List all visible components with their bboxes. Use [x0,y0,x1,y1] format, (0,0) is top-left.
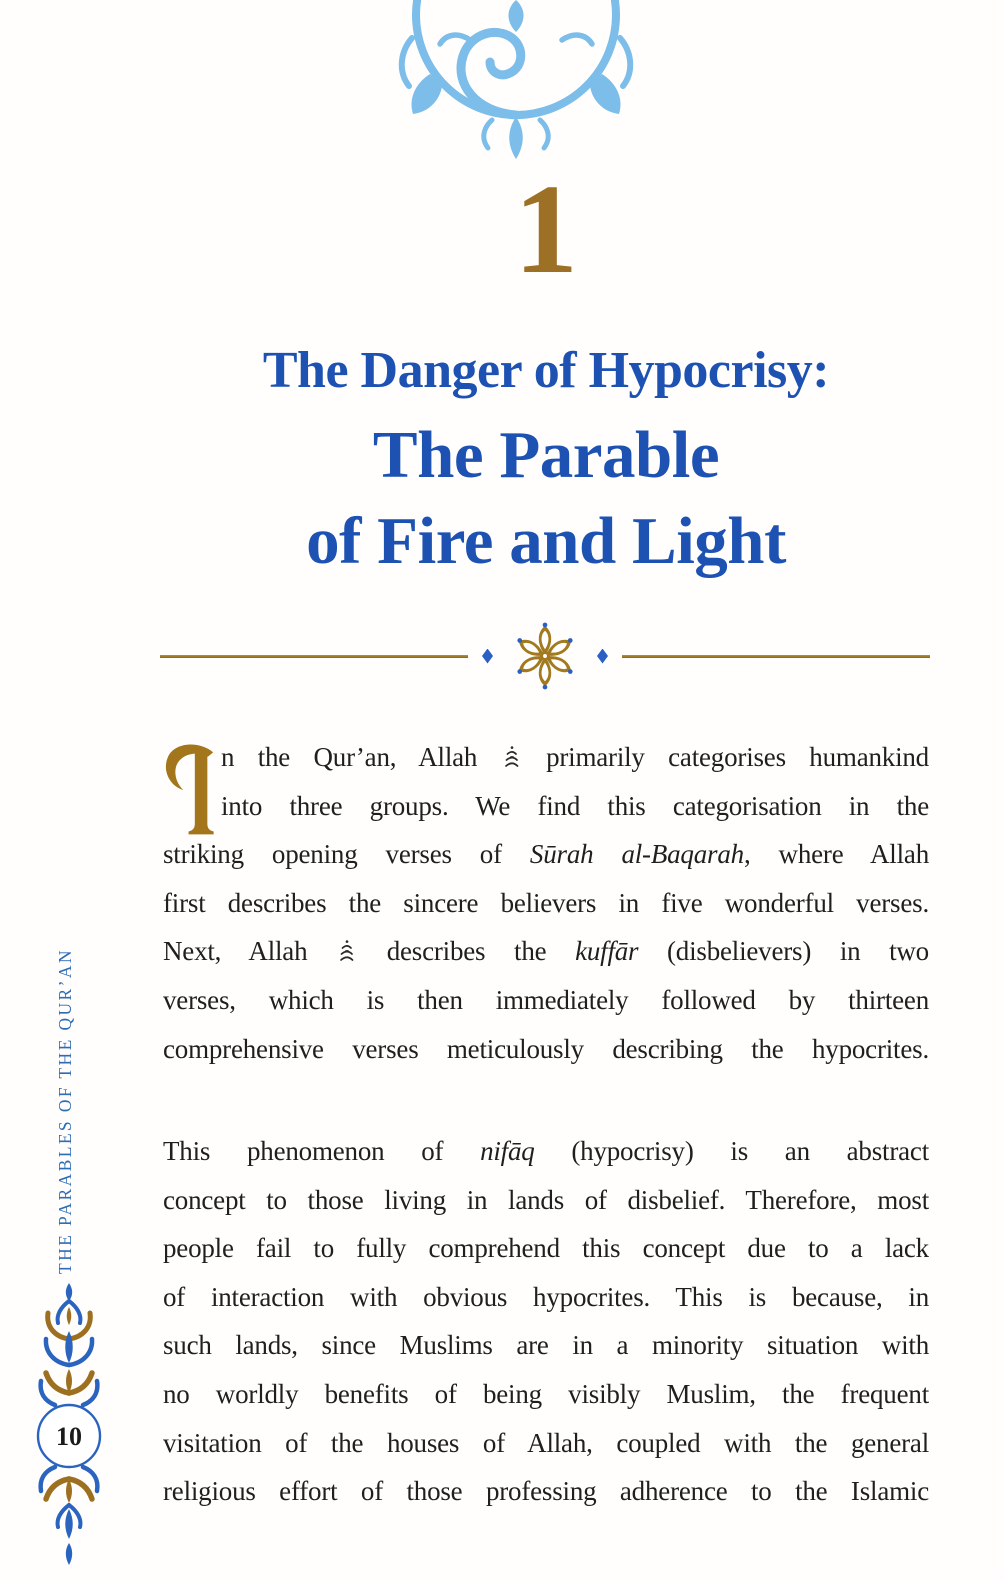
divider-rule-right [622,655,930,658]
body-text-line: of interaction with obvious hypocrites. This is because, in [163,1281,929,1312]
body-text-line: first describes the sincere believers in five wonderful verses. [163,887,929,918]
body-text-line: into three groups. We find this categorisation in the [221,790,929,821]
sidebar-book-title: THE PARABLES OF THE QUR’AN [55,948,75,1274]
blue-diamond-icon [597,649,608,664]
body-paragraph [163,733,929,1073]
body-text-line: religious effort of those professing adherence to the Islamic [163,1476,929,1507]
body-text-line: such lands, since Muslims are in a minority situation with [163,1330,929,1361]
top-arabesque-ornament-icon [366,0,666,165]
body-text-line: concept to those living in lands of disbelief. Therefore, most [163,1184,929,1215]
body-text-line: people fail to fully comprehend this concept due to a lack [163,1233,929,1264]
body-text-line: visitation of the houses of Allah, coupled with the general [163,1427,929,1458]
chapter-number: 1 [514,158,578,300]
allah-honorific-icon [337,932,357,958]
body-text-line: verses, which is then immediately followed by thirteen [163,984,929,1015]
body-text-line: no worldly benefits of being visibly Muslim, the frequent [163,1378,929,1409]
body-text-line: This phenomenon of nifāq (hypocrisy) is an abstract [163,1136,929,1166]
dropcap-initial-I [163,742,217,838]
chapter-title-line-2: of Fire and Light [306,504,786,578]
page-number-ornament [28,1281,110,1577]
chapter-subtitle: The Danger of Hypocrisy: [262,342,830,399]
body-text-line: comprehensive verses meticulously describing the hypocrites. [163,1033,929,1064]
page-number: 10 [56,1422,82,1451]
chapter-title [120,412,972,584]
body-text-line: striking opening verses of Sūrah al-Baqarah, where Allah [163,839,929,870]
body-paragraph [163,1127,929,1516]
blue-diamond-icon [482,649,493,664]
ornamental-divider [160,618,930,694]
divider-rule-left [160,655,468,658]
chapter-title-line-1: The Parable [372,418,720,492]
allah-honorific-icon [502,738,522,764]
body-text-line: n the Qur’an, Allah primarily categorises humankind [163,733,929,782]
gold-rosette-icon [511,622,579,690]
body-text-line: Next, Allah describes the kuffār (disbelievers) in two [163,927,929,976]
